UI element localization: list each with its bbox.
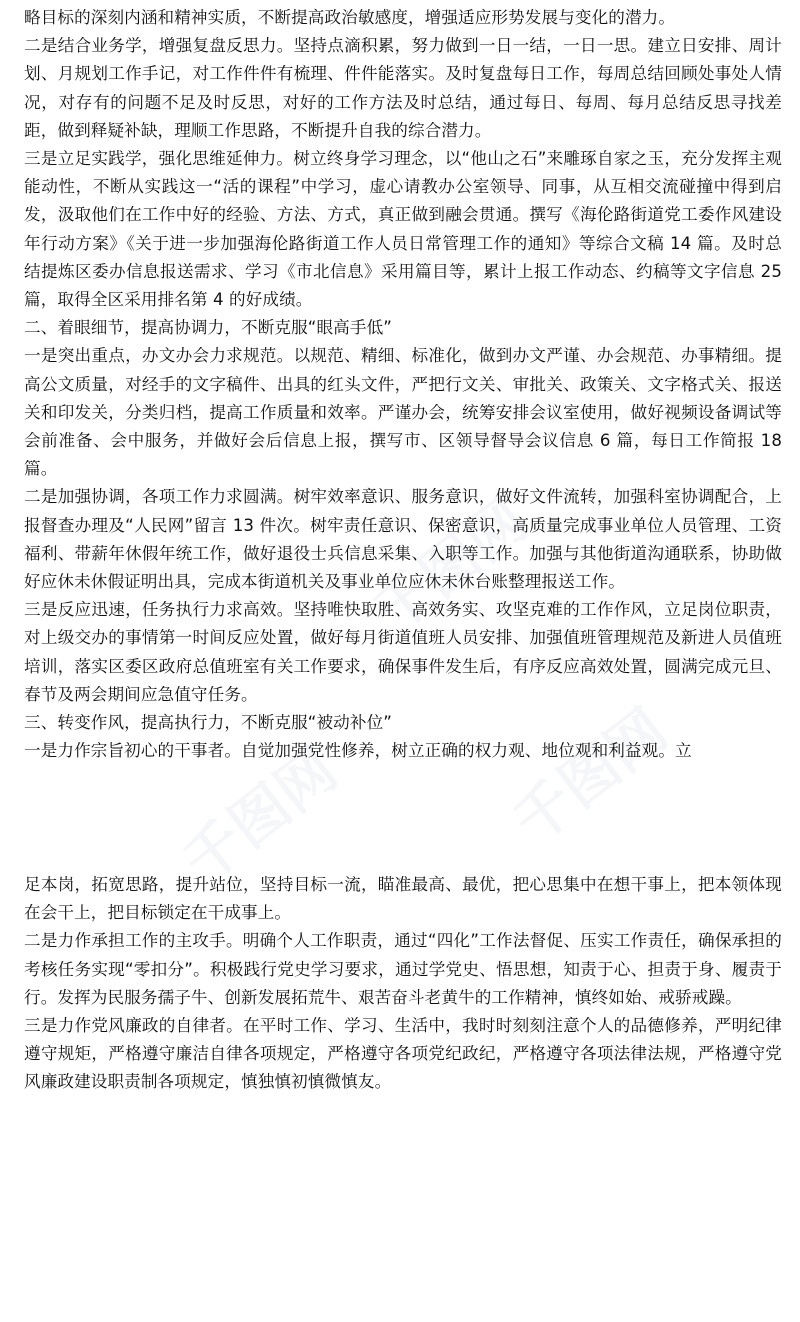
document-page-top-section — [24, 4, 782, 765]
paragraph-document-meeting: 一是突出重点，办文办会力求规范。以规范、精细、标准化，做到办文严谨、办会规范、办事精细。提高公文质量，对经手的文字稿件、出具的红头文件，严把行文关、审批关、政策关、文字格式关、报送关和印发关，分类归档，提高工作质量和效率。严谨办会，统筹安排会议室使用，做好视频设备调试等会前准备、会中服务，并做好会后信息上报，撰写市、区领导督导会议信息 6 篇，每日工作简报 18 篇。 — [24, 346, 782, 479]
section-heading-details: 二、着眼细节，提高协调力，不断克服“眼高手低” — [24, 318, 392, 338]
paragraph-main-force: 二是力作承担工作的主攻手。明确个人工作职责，通过“四化”工作法督促、压实工作责任，确保承担的考核任务实现“零扣分”。积极践行党史学习要求，通过学党史、悟思想，知责于心、担责于身、履责于行。发挥为民服务孺子牛、创新发展拓荒牛、艰苦奋斗老黄牛的工作精神，慎终如始、戒骄戒躁。 — [24, 931, 782, 1007]
document-page-bottom-section — [24, 871, 782, 1097]
watermark: 千图网 — [500, 695, 680, 857]
paragraph-rapid-response: 三是反应迅速，任务执行力求高效。坚持唯快取胜、高效务实、攻坚克难的工作作风，立足岗位职责，对上级交办的事情第一时间反应处置，做好每月街道值班人员安排、加强值班管理规范及新进人员值班培训，落实区委区政府总值班室有关工作要求，确保事件发生后，有序反应高效处置，圆满完成元旦、春节及两会期间应急值守任务。 — [24, 600, 782, 704]
watermark: 千图网 — [360, 485, 540, 647]
paragraph-review-reflection: 二是结合业务学，增强复盘反思力。坚持点滴积累，努力做到一日一结，一日一思。建立日安排、周计划、月规划工作手记，对工作件件有梳理、件件能落实。及时复盘每日工作，每周总结回顾处事处人情况，对存有的问题不足及时反思，对好的工作方法及时总结，通过每日、每周、每月总结反思寻找差距，做到释疑补缺，理顺工作思路，不断提升自我的综合潜力。 — [24, 36, 782, 140]
paragraph-practice-learning: 三是立足实践学，强化思维延伸力。树立终身学习理念，以“他山之石”来雕琢自家之玉，充分发挥主观能动性，不断从实践这一“活的课程”中学习，虚心请教办公室领导、同事，从互相交流碰撞中得到启发，汲取他们在工作中好的经验、方法、方式，真正做到融会贯通。撰写《海伦路街道党工委作风建设年行动方案》《关于进一步加强海伦路街道工作人员日常管理工作的通知》等综合文稿 14 篇。及时总结提炼区委办信息报送需求、学习《市北信息》采用篇目等，累计上报工作动态、约稿等文字信息 25 篇，取得全区采用排名第 4 的好成绩。 — [24, 149, 782, 310]
watermark: 千图网 — [170, 735, 350, 897]
paragraph-self-discipline: 三是力作党风廉政的自律者。在平时工作、学习、生活中，我时时刻刻注意个人的品德修养，严明纪律遵守规矩，严格遵守廉洁自律各项规定，严格遵守各项党纪政纪，严格遵守各项法律法规，严格遵守党风廉政建设职责制各项规定，慎独慎初慎微慎友。 — [24, 1016, 782, 1092]
paragraph-continuation: 略目标的深刻内涵和精神实质，不断提高政治敏感度，增强适应形势发展与变化的潜力。 — [24, 8, 676, 27]
paragraph-continuation: 足本岗，拓宽思路，提升站位，坚持目标一流，瞄准最高、最优，把心思集中在想干事上，把本领体现在会干上，把目标锁定在干成事上。 — [24, 875, 782, 923]
paragraph-original-aspiration: 一是力作宗旨初心的干事者。自觉加强党性修养，树立正确的权力观、地位观和利益观。立 — [24, 741, 692, 761]
section-heading-work-style: 三、转变作风，提高执行力，不断克服“被动补位” — [24, 713, 392, 733]
paragraph-coordination: 二是加强协调，各项工作力求圆满。树牢效率意识、服务意识，做好文件流转，加强科室协调配合，上报督查办理及“人民网”留言 13 件次。树牢责任意识、保密意识，高质量完成事业单位人员管理、工资福利、带薪年休假年统工作，做好退役士兵信息采集、入职等工作。加强与其他街道沟通联系，协助做好应休未休假证明出具，完成本街道机关及事业单位应休未休台账整理报送工作。 — [24, 487, 782, 592]
